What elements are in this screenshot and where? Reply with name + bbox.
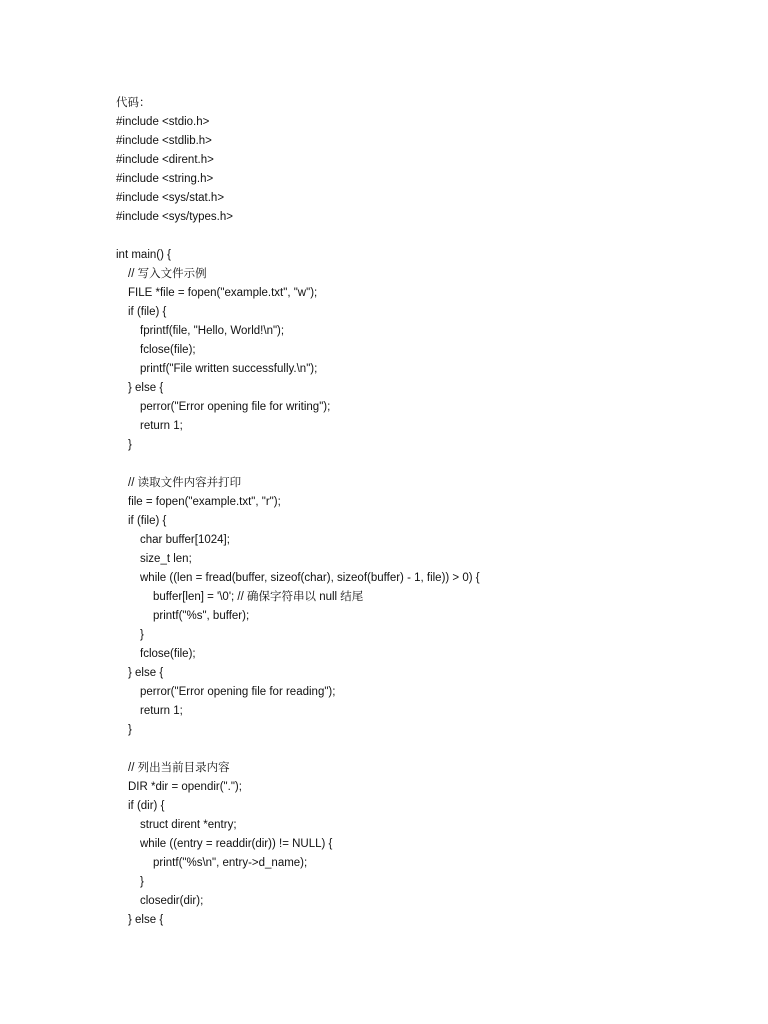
code-line: fclose(file); — [140, 648, 196, 660]
code-line: } — [140, 629, 144, 641]
code-line: if (file) { — [128, 515, 167, 527]
code-line: char buffer[1024]; — [140, 534, 230, 546]
code-line: #include <dirent.h> — [116, 154, 214, 166]
code-line: FILE *file = fopen("example.txt", "w"); — [128, 287, 318, 299]
code-line: } — [128, 724, 132, 736]
code-line: fclose(file); — [140, 344, 196, 356]
code-line: DIR *dir = opendir("."); — [128, 781, 242, 793]
code-line: printf("%s\n", entry->d_name); — [153, 857, 308, 869]
code-block — [116, 94, 736, 930]
code-line: size_t len; — [140, 553, 192, 565]
code-line: perror("Error opening file for reading"); — [140, 686, 336, 698]
code-line: closedir(dir); — [140, 895, 204, 907]
code-line: #include <sys/stat.h> — [116, 192, 225, 204]
code-line: return 1; — [140, 420, 183, 432]
code-line-blank — [116, 455, 736, 474]
code-heading: 代码： — [116, 97, 151, 109]
code-line: printf("%s", buffer); — [153, 610, 250, 622]
code-line: #include <stdio.h> — [116, 116, 210, 128]
code-line: perror("Error opening file for writing"); — [140, 401, 331, 413]
code-line: #include <sys/types.h> — [116, 211, 233, 223]
code-line: return 1; — [140, 705, 183, 717]
code-line: if (dir) { — [128, 800, 165, 812]
code-line: #include <string.h> — [116, 173, 214, 185]
code-line: struct dirent *entry; — [140, 819, 237, 831]
code-line: } — [128, 439, 132, 451]
code-line: if (file) { — [128, 306, 167, 318]
code-line: while ((len = fread(buffer, sizeof(char), sizeof(buffer) - 1, file)) > 0) { — [140, 572, 480, 584]
code-line: } else { — [128, 667, 164, 679]
code-line: fprintf(file, "Hello, World!\n"); — [140, 325, 285, 337]
code-line: while ((entry = readdir(dir)) != NULL) { — [140, 838, 333, 850]
code-comment: // 列出当前目录内容 — [128, 762, 230, 774]
code-line: printf("File written successfully.\n"); — [140, 363, 318, 375]
code-line: int main() { — [116, 249, 171, 261]
code-comment: // 读取文件内容并打印 — [128, 477, 242, 489]
code-line: } else { — [128, 382, 164, 394]
code-line: } — [140, 876, 144, 888]
code-line-blank — [116, 227, 736, 246]
code-line-blank — [116, 740, 736, 759]
code-line: file = fopen("example.txt", "r"); — [128, 496, 281, 508]
code-line: #include <stdlib.h> — [116, 135, 212, 147]
code-line: } else { — [128, 914, 164, 926]
code-line: buffer[len] = '\0'; // 确保字符串以 null 结尾 — [153, 591, 364, 603]
code-comment: // 写入文件示例 — [128, 268, 207, 280]
